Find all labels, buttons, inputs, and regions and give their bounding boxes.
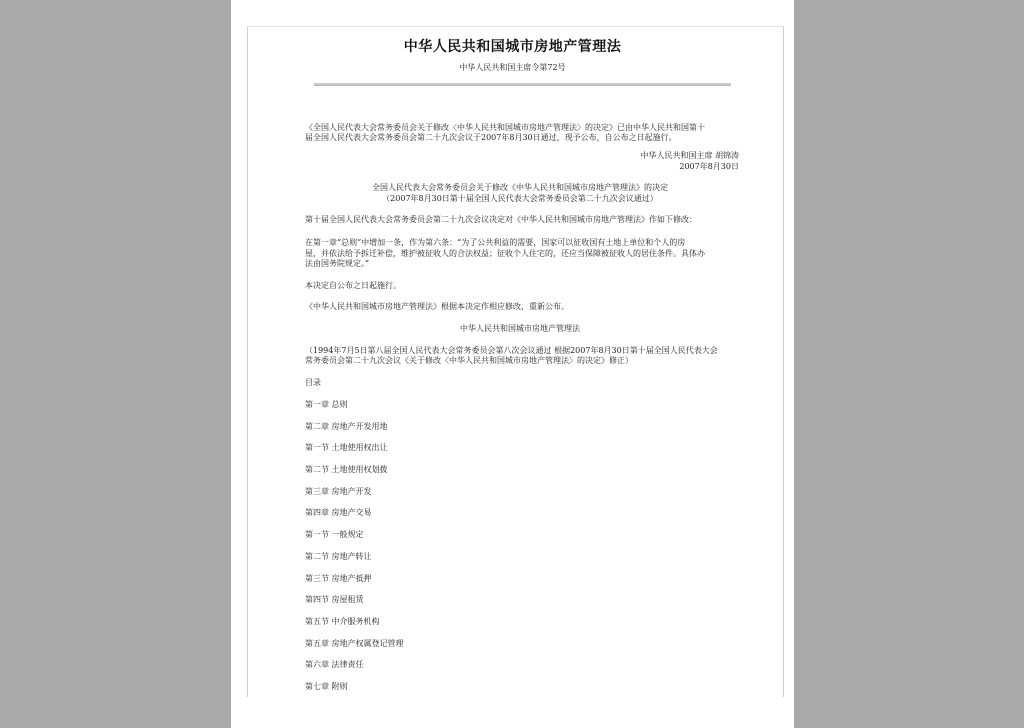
- toc-item: 第三章 房地产开发: [305, 487, 372, 496]
- toc-item: 第四章 房地产交易: [305, 508, 372, 517]
- law-title: 中华人民共和国城市房地产管理法: [460, 324, 580, 333]
- document-title: 中华人民共和国城市房地产管理法: [403, 39, 622, 55]
- law-note-line: 常务委员会第二十九次会议《关于修改〈中华人民共和国城市房地产管理法〉的决定》修正）: [305, 356, 633, 365]
- law-note-line: （1994年7月5日第八届全国人民代表大会常务委员会第八次会议通过 根据2007年8月30日第十届全国人民代表大会: [305, 346, 718, 355]
- signature: 中华人民共和国主席 胡锦涛: [640, 151, 739, 160]
- toc-item: 第四节 房屋租赁: [305, 595, 364, 604]
- toc-item: 第七章 附则: [305, 682, 348, 691]
- toc-item: 第二章 房地产开发用地: [305, 422, 388, 431]
- decision-intro: 第十届全国人民代表大会常务委员会第二十九次会议决定对《中华人民共和国城市房地产管理法》作如下修改：: [305, 215, 697, 224]
- toc-item: 第五节 中介服务机构: [305, 617, 380, 626]
- toc-item: 第六章 法律责任: [305, 660, 364, 669]
- republish-clause: 《中华人民共和国城市房地产管理法》根据本决定作相应修改，重新公布。: [305, 302, 569, 311]
- toc-item: 第二节 房地产转让: [305, 552, 372, 561]
- preamble-line: 届全国人民代表大会常务委员会第二十九次会议于2007年8月30日通过，现予公布，自公布之日起施行。: [305, 133, 677, 142]
- toc-item: 第五章 房地产权属登记管理: [305, 639, 404, 648]
- toc-item: 第二节 土地使用权划拨: [305, 465, 388, 474]
- toc-item: 第一章 总则: [305, 400, 348, 409]
- toc-item: 第一节 土地使用权出让: [305, 443, 388, 452]
- toc-heading: 目录: [305, 378, 321, 387]
- effective-clause: 本决定自公布之日起施行。: [305, 281, 401, 290]
- signature-date: 2007年8月30日: [679, 162, 739, 171]
- document-page: [231, 0, 794, 728]
- amendment-line: 屋，并依法给予拆迁补偿，维护被征收人的合法权益；征收个人住宅的，还应当保障被征收人的居住条件。具体办: [305, 249, 705, 258]
- preamble-line: 《全国人民代表大会常务委员会关于修改〈中华人民共和国城市房地产管理法〉的决定》已由中华人民共和国第十: [305, 123, 705, 132]
- amendment-line: 法由国务院规定。”: [305, 259, 370, 268]
- document-subtitle: 中华人民共和国主席令第72号: [459, 63, 566, 72]
- decision-note: （2007年8月30日第十届全国人民代表大会常务委员会第二十九次会议通过）: [382, 194, 658, 203]
- title-divider: [314, 83, 731, 86]
- toc-item: 第一节 一般规定: [305, 530, 364, 539]
- decision-title: 全国人民代表大会常务委员会关于修改《中华人民共和国城市房地产管理法》的决定: [372, 183, 668, 192]
- toc-item: 第三节 房地产抵押: [305, 574, 372, 583]
- amendment-line: 在第一章“总则”中增加一条，作为第六条：“为了公共利益的需要，国家可以征收国有土地上单位和个人的房: [305, 238, 686, 247]
